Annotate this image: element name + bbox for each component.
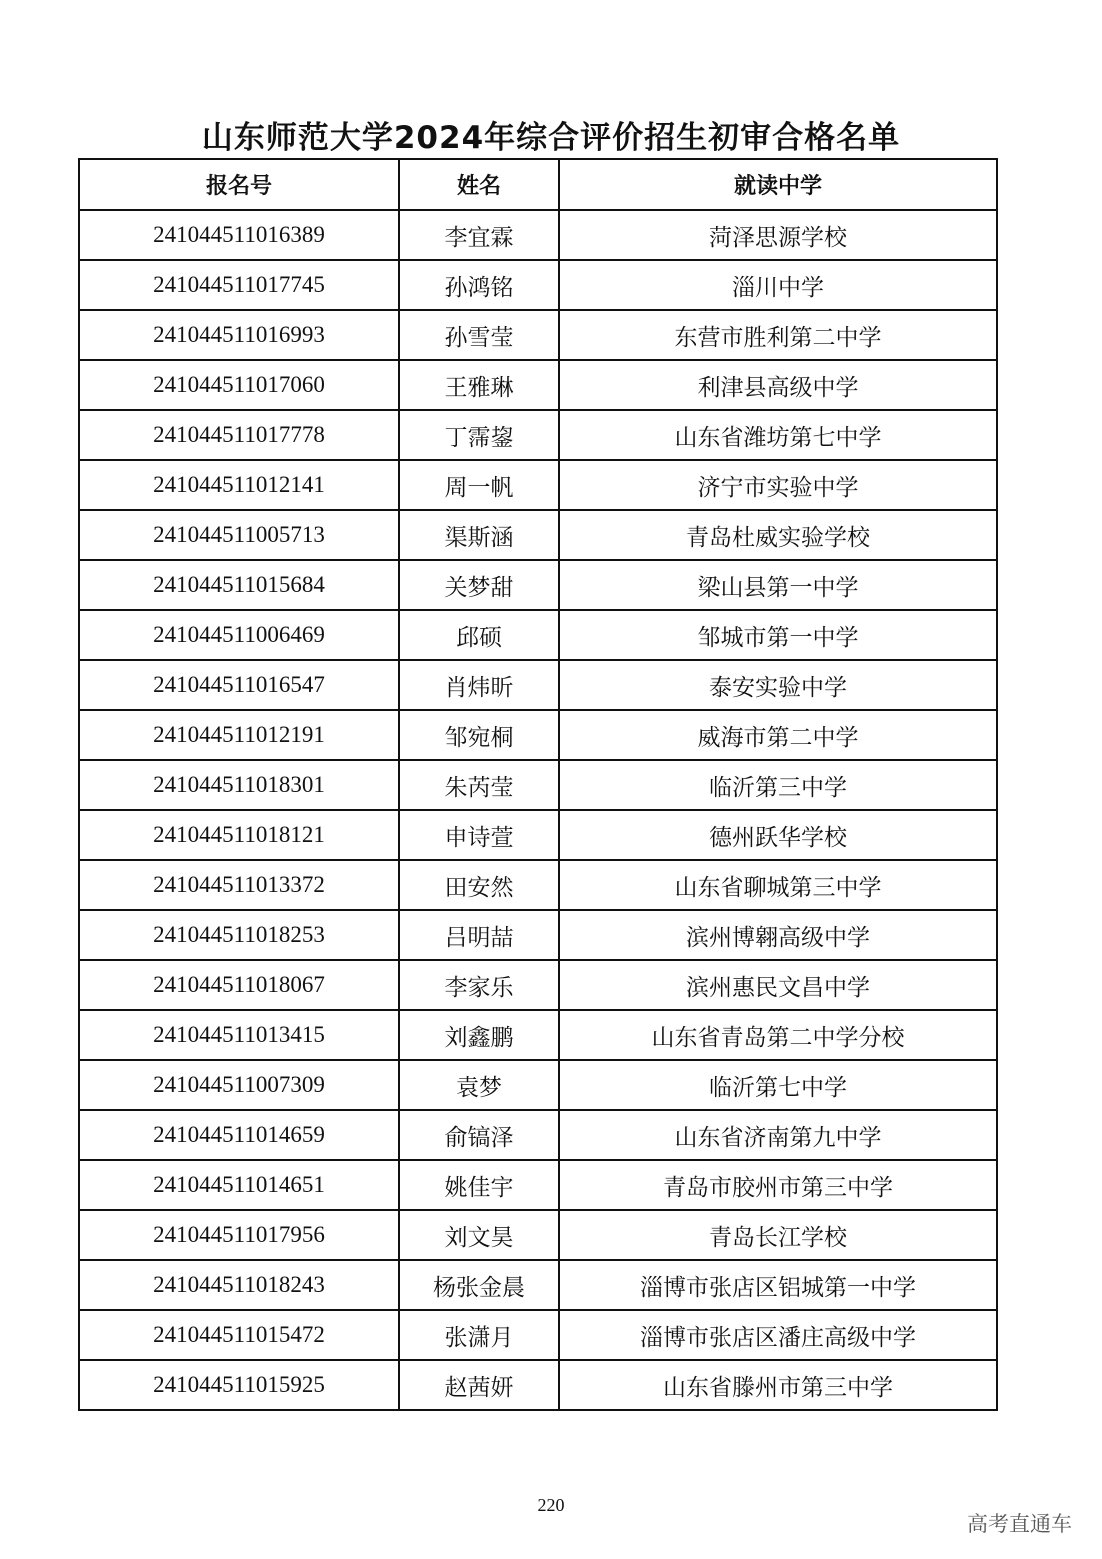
name-cell: 赵茜妍 bbox=[399, 1360, 559, 1410]
table-row bbox=[79, 360, 997, 410]
page-number: 220 bbox=[537, 1495, 565, 1515]
school-cell: 临沂第三中学 bbox=[559, 760, 997, 810]
registration-number-cell: 241044511015684 bbox=[79, 560, 399, 610]
registration-number-cell: 241044511007309 bbox=[79, 1060, 399, 1110]
table-row bbox=[79, 610, 997, 660]
school-cell: 泰安实验中学 bbox=[559, 660, 997, 710]
table-row bbox=[79, 1160, 997, 1210]
registration-number-cell: 241044511014659 bbox=[79, 1110, 399, 1160]
school-cell: 滨州博翱高级中学 bbox=[559, 910, 997, 960]
table-row bbox=[79, 1010, 997, 1060]
school-cell: 梁山县第一中学 bbox=[559, 560, 997, 610]
school-cell: 菏泽思源学校 bbox=[559, 210, 997, 260]
applicant-table bbox=[78, 158, 998, 1411]
table-row bbox=[79, 1360, 997, 1410]
table-row bbox=[79, 310, 997, 360]
name-cell: 李家乐 bbox=[399, 960, 559, 1010]
school-cell: 青岛长江学校 bbox=[559, 1210, 997, 1260]
name-cell: 袁梦 bbox=[399, 1060, 559, 1110]
name-cell: 邹宛桐 bbox=[399, 710, 559, 760]
name-cell: 李宜霖 bbox=[399, 210, 559, 260]
school-cell: 淄博市张店区铝城第一中学 bbox=[559, 1260, 997, 1310]
document-title: 山东师范大学2024年综合评价招生初审合格名单 bbox=[201, 120, 901, 156]
name-cell: 邱硕 bbox=[399, 610, 559, 660]
watermark: 高考直通车 bbox=[967, 1512, 1072, 1536]
school-cell: 利津县高级中学 bbox=[559, 360, 997, 410]
registration-number-cell: 241044511018301 bbox=[79, 760, 399, 810]
registration-number-cell: 241044511017778 bbox=[79, 410, 399, 460]
school-cell: 山东省青岛第二中学分校 bbox=[559, 1010, 997, 1060]
registration-number-cell: 241044511006469 bbox=[79, 610, 399, 660]
table-row bbox=[79, 1310, 997, 1360]
registration-number-cell: 241044511017956 bbox=[79, 1210, 399, 1260]
name-cell: 关梦甜 bbox=[399, 560, 559, 610]
registration-number-cell: 241044511016993 bbox=[79, 310, 399, 360]
school-cell: 邹城市第一中学 bbox=[559, 610, 997, 660]
table-row bbox=[79, 1110, 997, 1160]
name-cell: 周一帆 bbox=[399, 460, 559, 510]
table-row bbox=[79, 260, 997, 310]
name-cell: 孙鸿铭 bbox=[399, 260, 559, 310]
registration-number-cell: 241044511018243 bbox=[79, 1260, 399, 1310]
registration-number-cell: 241044511012191 bbox=[79, 710, 399, 760]
name-cell: 俞镐泽 bbox=[399, 1110, 559, 1160]
registration-number-cell: 241044511018067 bbox=[79, 960, 399, 1010]
table-row bbox=[79, 960, 997, 1010]
table-row bbox=[79, 660, 997, 710]
name-cell: 张潇月 bbox=[399, 1310, 559, 1360]
school-cell: 山东省济南第九中学 bbox=[559, 1110, 997, 1160]
school-cell: 山东省聊城第三中学 bbox=[559, 860, 997, 910]
name-cell: 吕明喆 bbox=[399, 910, 559, 960]
table-row bbox=[79, 710, 997, 760]
school-cell: 淄川中学 bbox=[559, 260, 997, 310]
name-cell: 肖炜昕 bbox=[399, 660, 559, 710]
header-school: 就读中学 bbox=[559, 159, 997, 210]
registration-number-cell: 241044511013372 bbox=[79, 860, 399, 910]
school-cell: 济宁市实验中学 bbox=[559, 460, 997, 510]
name-cell: 田安然 bbox=[399, 860, 559, 910]
table-row bbox=[79, 1060, 997, 1110]
registration-number-cell: 241044511015472 bbox=[79, 1310, 399, 1360]
registration-number-cell: 241044511015925 bbox=[79, 1360, 399, 1410]
table-row bbox=[79, 210, 997, 260]
table-row bbox=[79, 410, 997, 460]
name-cell: 姚佳宇 bbox=[399, 1160, 559, 1210]
header-name: 姓名 bbox=[399, 159, 559, 210]
registration-number-cell: 241044511005713 bbox=[79, 510, 399, 560]
table-body bbox=[79, 210, 997, 1410]
name-cell: 刘文昊 bbox=[399, 1210, 559, 1260]
registration-number-cell: 241044511014651 bbox=[79, 1160, 399, 1210]
registration-number-cell: 241044511018121 bbox=[79, 810, 399, 860]
name-cell: 王雅琳 bbox=[399, 360, 559, 410]
school-cell: 山东省潍坊第七中学 bbox=[559, 410, 997, 460]
table-row bbox=[79, 760, 997, 810]
registration-number-cell: 241044511018253 bbox=[79, 910, 399, 960]
school-cell: 东营市胜利第二中学 bbox=[559, 310, 997, 360]
name-cell: 丁霈鋆 bbox=[399, 410, 559, 460]
school-cell: 临沂第七中学 bbox=[559, 1060, 997, 1110]
name-cell: 刘鑫鹏 bbox=[399, 1010, 559, 1060]
school-cell: 山东省滕州市第三中学 bbox=[559, 1360, 997, 1410]
name-cell: 申诗萱 bbox=[399, 810, 559, 860]
table-header-row bbox=[79, 159, 997, 210]
name-cell: 杨张金晨 bbox=[399, 1260, 559, 1310]
registration-number-cell: 241044511013415 bbox=[79, 1010, 399, 1060]
registration-number-cell: 241044511016547 bbox=[79, 660, 399, 710]
table-row bbox=[79, 510, 997, 560]
name-cell: 朱芮莹 bbox=[399, 760, 559, 810]
header-registration-number: 报名号 bbox=[79, 159, 399, 210]
school-cell: 青岛杜威实验学校 bbox=[559, 510, 997, 560]
table-row bbox=[79, 810, 997, 860]
registration-number-cell: 241044511016389 bbox=[79, 210, 399, 260]
registration-number-cell: 241044511017060 bbox=[79, 360, 399, 410]
school-cell: 威海市第二中学 bbox=[559, 710, 997, 760]
name-cell: 渠斯涵 bbox=[399, 510, 559, 560]
table-row bbox=[79, 1210, 997, 1260]
school-cell: 青岛市胶州市第三中学 bbox=[559, 1160, 997, 1210]
table-row bbox=[79, 860, 997, 910]
table-row bbox=[79, 560, 997, 610]
registration-number-cell: 241044511012141 bbox=[79, 460, 399, 510]
registration-number-cell: 241044511017745 bbox=[79, 260, 399, 310]
school-cell: 滨州惠民文昌中学 bbox=[559, 960, 997, 1010]
table-row bbox=[79, 460, 997, 510]
table-row bbox=[79, 1260, 997, 1310]
name-cell: 孙雪莹 bbox=[399, 310, 559, 360]
school-cell: 德州跃华学校 bbox=[559, 810, 997, 860]
table-row bbox=[79, 910, 997, 960]
school-cell: 淄博市张店区潘庄高级中学 bbox=[559, 1310, 997, 1360]
